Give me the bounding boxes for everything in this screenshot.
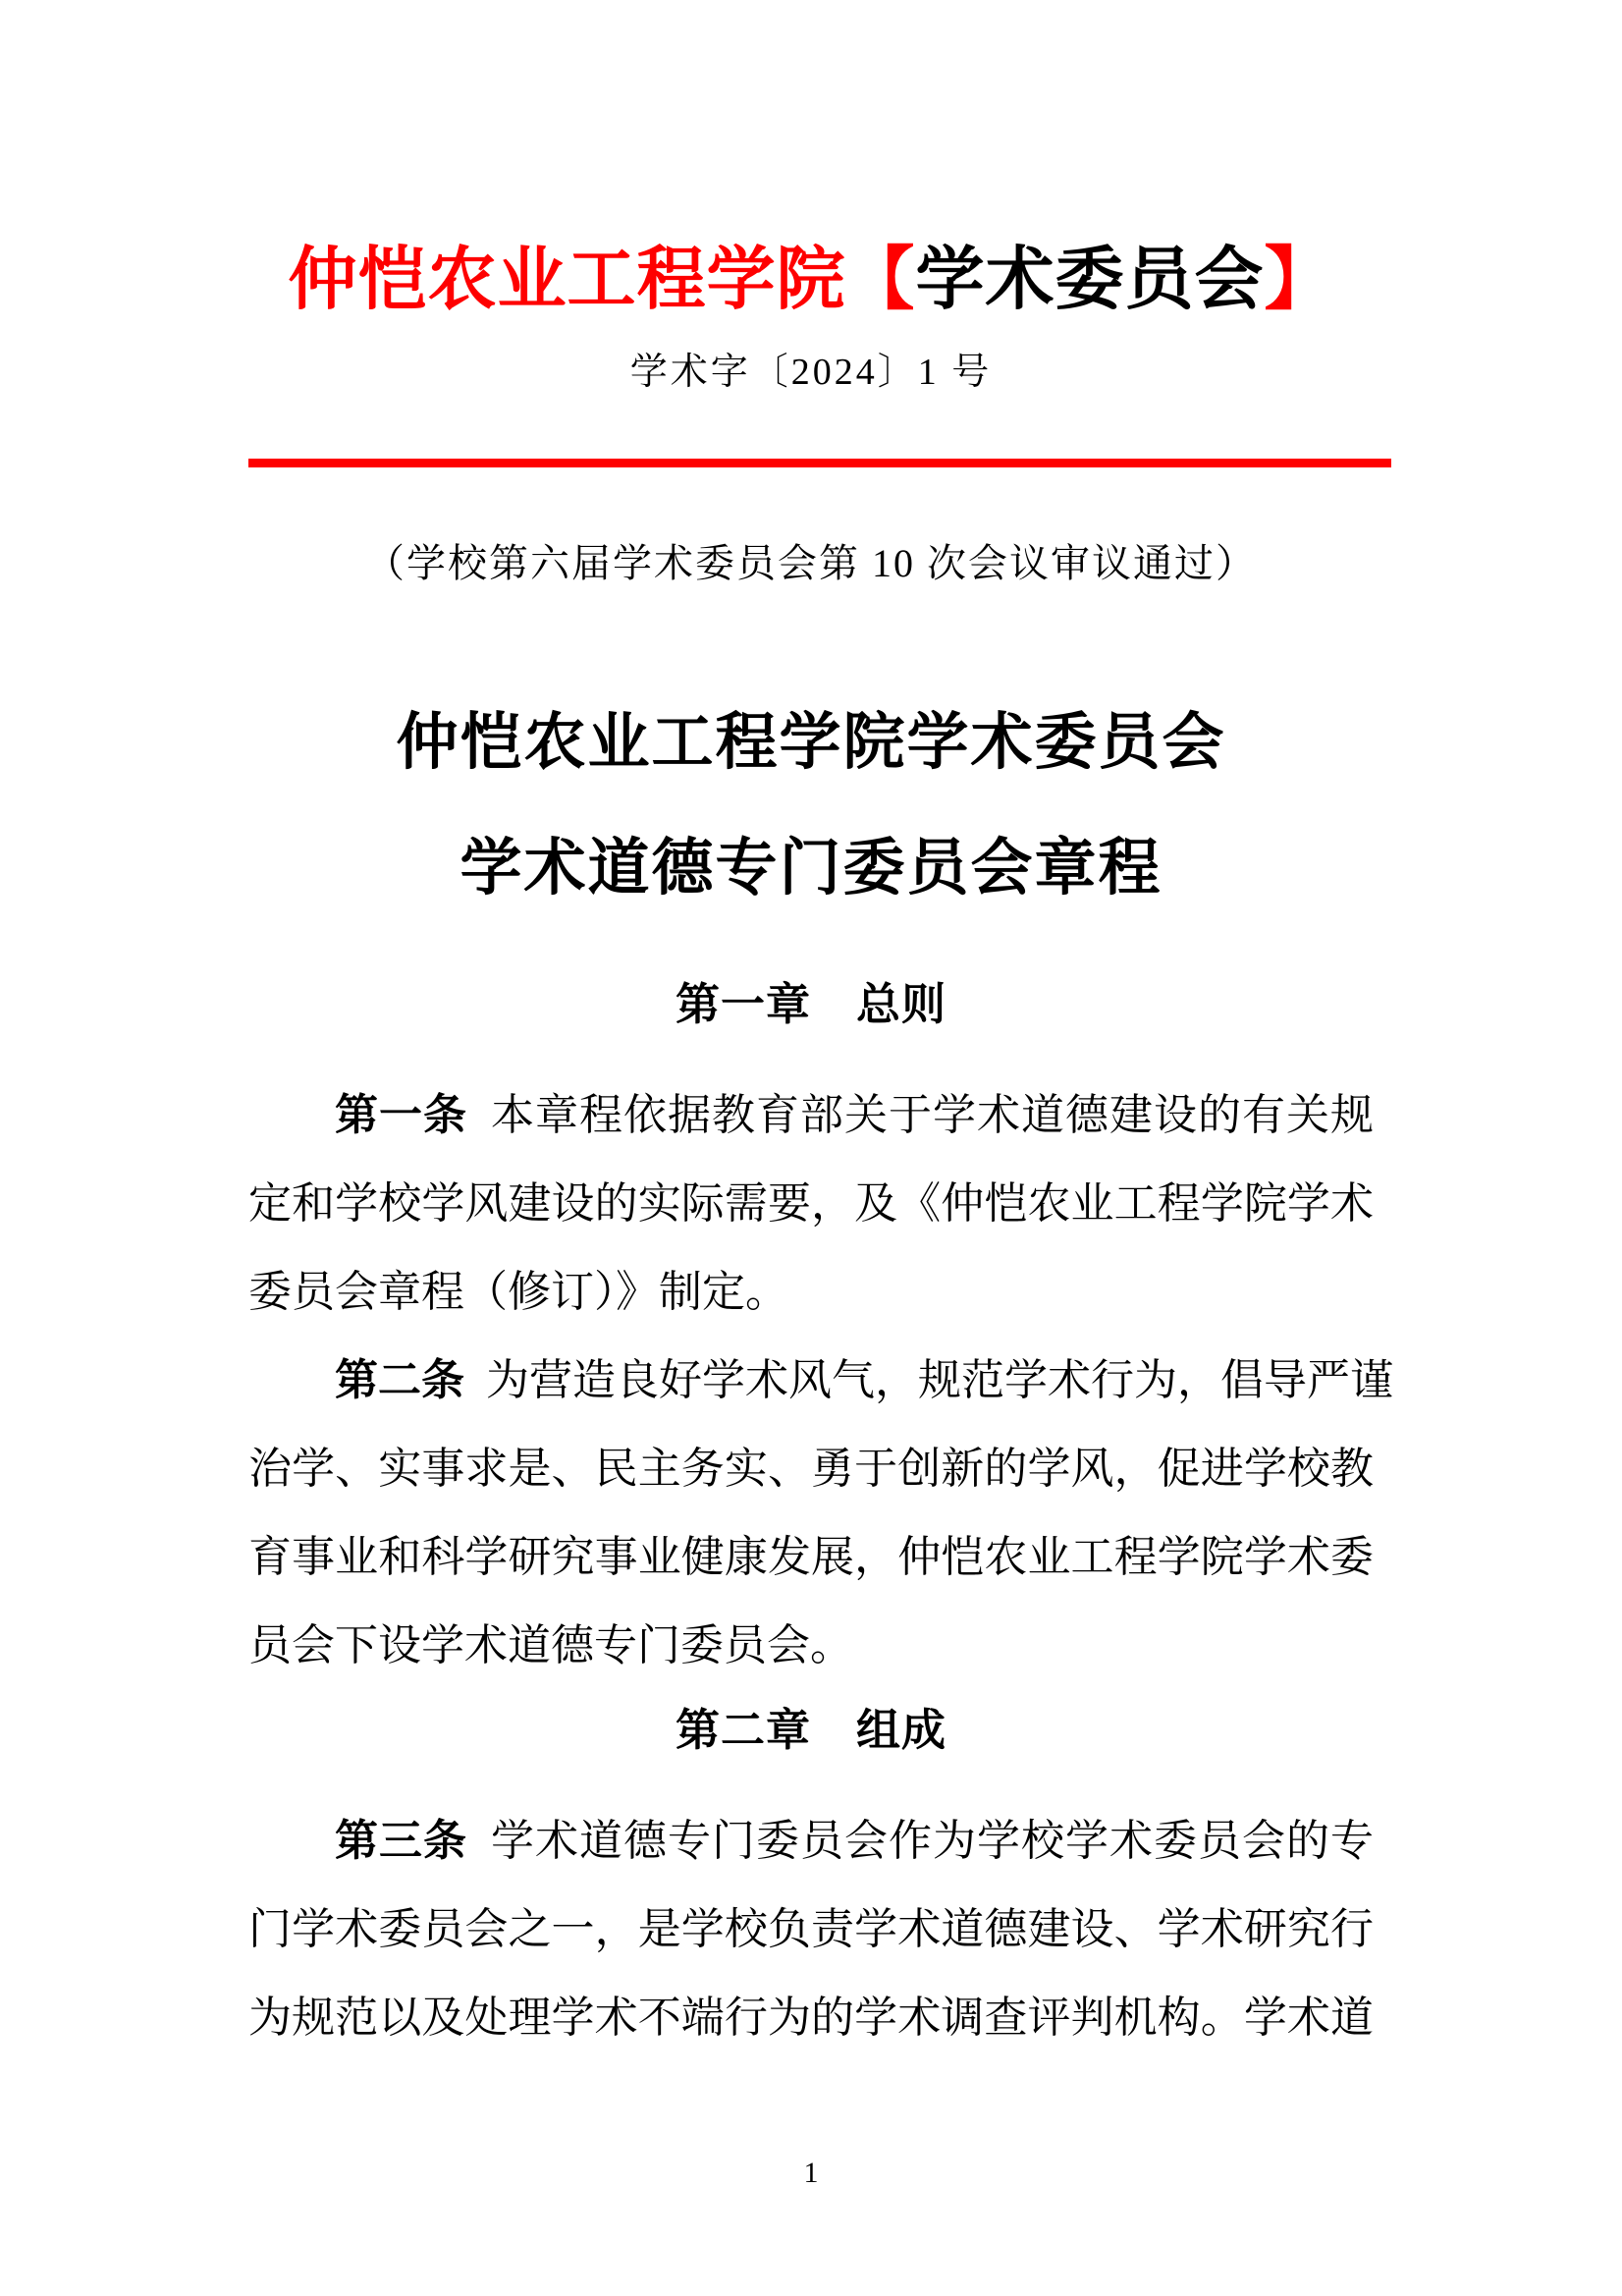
body-line: 门学术委员会之一，是学校负责学术道德建设、学术研究行 — [248, 1905, 1374, 1953]
body-paragraph — [248, 1797, 1374, 2062]
chapter-heading: 第二章 组成 — [675, 1705, 946, 1755]
chapter-heading: 第一章 总则 — [675, 979, 946, 1029]
approval-note: （学校第六届学术委员会第 10 次会议审议通过） — [365, 541, 1257, 585]
article-label: 第一条 — [335, 1091, 467, 1139]
letterhead-org-name: 仲恺农业工程学院 — [288, 243, 846, 318]
body-paragraph — [248, 1337, 1393, 1690]
body-line: 为规范以及处理学术不端行为的学术调查评判机构。学术道 — [248, 1994, 1374, 2042]
body-line — [248, 1797, 1374, 1886]
body-line: 治学、实事求是、民主务实、勇于创新的学风，促进学校教 — [248, 1445, 1374, 1493]
letterhead-divider-line — [248, 459, 1391, 467]
body-line-text: 本章程依据教育部关于学术道德建设的有关规 — [491, 1091, 1374, 1139]
body-line-text: 学术道德专门委员会作为学校学术委员会的专 — [491, 1817, 1374, 1865]
body-line: 员会下设学术道德专门委员会。 — [248, 1621, 853, 1669]
document-number: 学术字〔2024〕1 号 — [629, 352, 993, 393]
page-number: 1 — [803, 2157, 819, 2189]
letterhead-title — [248, 242, 1374, 320]
body-line: 定和学校学风建设的实际需要，及《仲恺农业工程学院学术 — [248, 1179, 1374, 1228]
body-line — [248, 1337, 1393, 1425]
letterhead-bracket-close-icon: 】 — [1264, 243, 1334, 318]
letterhead-bracket-open-icon: 【 — [845, 243, 916, 318]
body-line — [248, 1071, 1374, 1160]
document-body — [248, 979, 1393, 2062]
body-line-text: 为营造良好学术风气，规范学术行为，倡导严谨 — [486, 1356, 1393, 1404]
article-label: 第二条 — [335, 1356, 464, 1404]
body-line: 委员会章程（修订）》制定。 — [248, 1268, 788, 1316]
letterhead-committee-name: 学术委员会 — [915, 243, 1265, 318]
document-title-line1: 仲恺农业工程学院学术委员会 — [396, 708, 1226, 777]
body-line: 育事业和科学研究事业健康发展，仲恺农业工程学院学术委 — [248, 1533, 1374, 1581]
document-title-line2: 学术道德专门委员会章程 — [460, 834, 1162, 902]
article-label: 第三条 — [335, 1817, 467, 1865]
body-paragraph — [248, 1071, 1374, 1337]
